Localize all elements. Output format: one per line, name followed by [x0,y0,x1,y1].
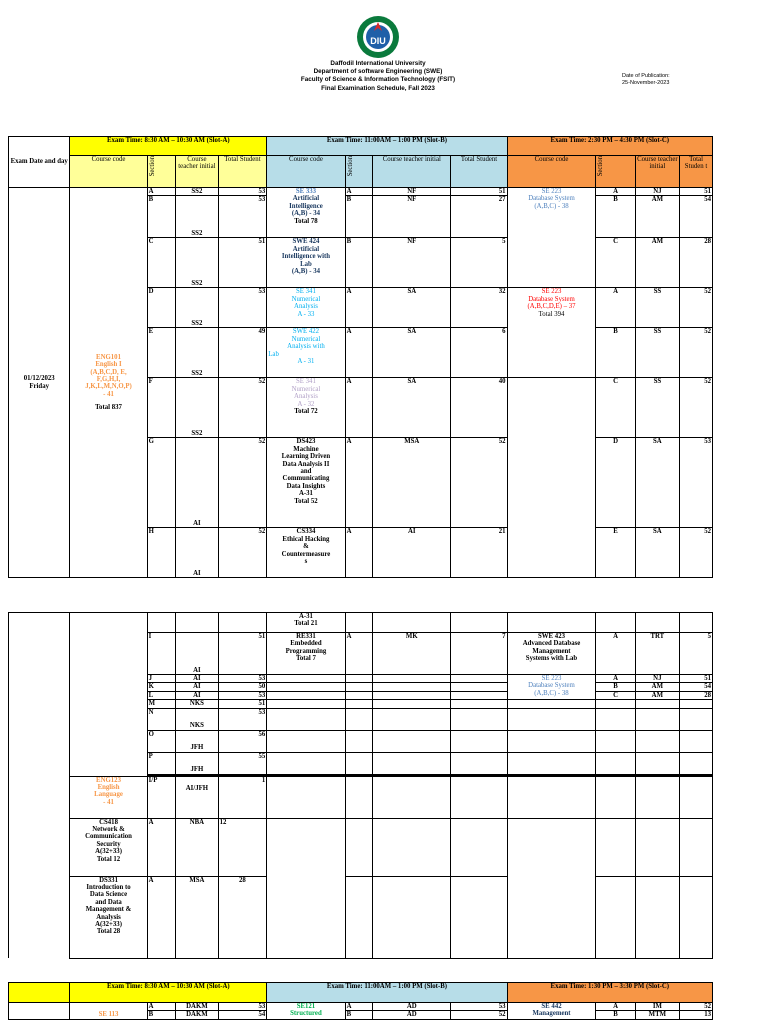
exam-weekday: Friday [29,382,50,390]
table-cell: L [147,691,176,699]
table-cell: 56 [218,730,267,752]
course-swe423: SWE 423 Advanced Database Management Systems with Lab [507,633,596,675]
table-cell: 51 [680,675,713,683]
table-cell: B [345,1011,373,1019]
table-cell: A [596,288,635,328]
table-cell: 52 [218,438,267,528]
publication-value: 25-November-2023 [622,80,670,86]
table-cell: J [147,675,176,683]
table-cell: A [147,876,176,958]
table-cell: NJ [635,188,679,196]
table-cell: SA [373,288,451,328]
table-cell: AM [635,196,679,238]
table-cell: A [345,378,373,438]
table-cell: E [147,328,176,378]
table-cell: SA [373,378,451,438]
publication-label: Date of Publication: [622,73,670,79]
table-cell: MSA [176,876,218,958]
table-cell: MK [373,633,451,675]
table-cell: 32 [451,288,507,328]
table-cell: 28 [680,238,713,288]
title-block [250,60,506,93]
exam-date: 01/12/2023 [23,375,55,383]
department-name: Department of software Engineering (SWE) [313,68,443,76]
table-cell: 5 [680,633,713,675]
col-total: Total Studen t [680,156,713,188]
university-name: Daffodil International University [330,60,426,67]
table-cell: A [147,188,176,196]
table-cell: 7 [451,633,507,675]
table-cell: DAKM [176,1003,218,1011]
table-cell: C [596,691,635,699]
table-cell: 53 [680,438,713,528]
slot-b-header: Exam Time: 11:00AM – 1:00 PM (Slot-B) [267,137,507,156]
table-cell: AM [635,238,679,288]
slot-a-header: Exam Time: 8:30 AM – 10:30 AM (Slot-A) [70,137,267,156]
table-cell: 54 [680,683,713,691]
table-cell: K [147,683,176,691]
table-cell: 12 [218,818,267,876]
table-cell: 52 [680,378,713,438]
table-cell: 51 [218,700,267,708]
table-cell: 54 [218,1011,267,1019]
table-cell: A [596,188,635,196]
course-swe424: SWE 424 Artificial Intelligence with Lab (A,B) - 34 [267,238,345,288]
table-cell: JFH [176,752,218,774]
table-cell: 53 [218,1003,267,1011]
publication-date [622,73,670,87]
col-section: Section [597,156,605,177]
table-cell: 28 [680,691,713,699]
course-se341: SE 341 Numerical Analysis A - 33 [267,288,345,328]
table-cell: TRT [635,633,679,675]
table-cell: NKS [176,700,218,708]
exam-date-cell [9,188,70,578]
table-cell: 51 [218,238,267,288]
table-cell: B [596,1011,635,1019]
table-cell: AI [176,438,218,528]
table-cell: AI [176,528,218,578]
table-cell: AI [176,675,218,683]
col-teacher: Course teacher initial [373,156,451,188]
university-logo [355,14,401,60]
slot-c-header: Exam Time: 2:30 PM – 4:30 PM (Slot-C) [507,137,712,156]
table-cell: MTM [635,1011,679,1019]
table-cell: SS [635,328,679,378]
table-cell: A [345,633,373,675]
table-cell: SA [635,528,679,578]
table-cell: NBA [176,818,218,876]
table-row [9,613,713,633]
schedule-table-day2 [8,982,713,1020]
table-cell: 55 [218,752,267,774]
course-cs334-cont: A-31 Total 21 [267,613,345,633]
faculty-name: Faculty of Science & Information Technology (FSIT) [300,76,456,84]
table-cell: 50 [218,683,267,691]
table-cell: AD [373,1011,451,1019]
col-total: Total Student [218,156,267,188]
table-cell: 52 [218,378,267,438]
table-cell: A [147,818,176,876]
table-cell: 53 [218,675,267,683]
course-se341-b: SE 341 Numerical Analysis A - 32 Total 72 [267,378,345,438]
table-cell: MSA [373,438,451,528]
table-cell: A [345,528,373,578]
col-course-code: Course code [267,156,345,188]
table-cell: SS2 [176,238,218,288]
table-cell: G [147,438,176,528]
schedule-table-continued [8,612,713,959]
table-cell: 52 [218,528,267,578]
course-ds331: DS331 Introduction to Data Science and Data Management & Analysis A(32+33) Total 28 [70,876,147,958]
table-cell: 53 [218,188,267,196]
table-cell: 51 [680,188,713,196]
table-cell: A [345,438,373,528]
table-cell: AD [373,1003,451,1011]
table-cell: AI [176,633,218,675]
table-cell: SS2 [176,288,218,328]
table-cell: SS [635,288,679,328]
table-cell: B [596,196,635,238]
course-cs334: CS334 Ethical Hacking & Countermeasure s [267,528,345,578]
course-eng101: ENG101 English I (A,B,C,D, E, F,G,H,I, J,K,L,M,N,O,P) - 41 Total 837 [70,188,147,578]
table-cell: H [147,528,176,578]
table-cell: NF [373,238,451,288]
slot-c-header-day2: Exam Time: 1:30 PM – 3:30 PM (Slot-C) [507,983,712,1003]
course-se113: SE 113 [70,1003,147,1020]
table-cell: F [147,378,176,438]
table-cell: I/P [147,776,176,818]
table-cell: 52 [451,1011,507,1019]
schedule-table-day1 [8,136,713,578]
eng101-total: Total 837 [95,404,122,412]
table-cell: M [147,700,176,708]
table-cell: SS2 [176,328,218,378]
course-se333: SE 333 Artificial Intelligence (A,B) - 34 Total 78 [267,188,345,238]
slot-a-header-day2: Exam Time: 8:30 AM – 10:30 AM (Slot-A) [70,983,267,1003]
table-cell: AM [635,683,679,691]
table-cell: 1 [218,776,267,818]
table-cell: SA [635,438,679,528]
table-cell: JFH [176,730,218,752]
table-cell: B [147,1011,176,1019]
table-cell: 52 [680,288,713,328]
table-cell: 28 [218,876,267,958]
table-cell: 27 [451,196,507,238]
table-row [9,776,713,818]
course-ds423: DS423 Machine Learning Driven Data Analysis II and Communicating Data Insights A-31 Total 52 [267,438,345,528]
table-cell: 21 [451,528,507,578]
course-cs418: CS418 Network & Communication Security A(32+33) Total 12 [70,818,147,876]
table-cell: B [147,196,176,238]
col-teacher: Course teacher initial [176,156,218,188]
document-header [0,0,768,130]
table-cell: B [345,238,373,288]
slot-b-header-day2: Exam Time: 11:00AM – 1:00 PM (Slot-B) [267,983,507,1003]
table-cell: A [345,288,373,328]
table-cell: 53 [218,691,267,699]
table-cell: B [596,683,635,691]
course-se223-c: SE 223 Database System (A,B,C) - 38 [507,675,596,700]
course-se442: SE 442 Management [507,1003,596,1020]
table-cell: 52 [680,1003,713,1011]
course-re331: RE331 Embedded Programming Total 7 [267,633,345,675]
table-cell: A [345,328,373,378]
table-row [9,876,713,958]
table-cell: C [147,238,176,288]
table-cell: B [596,328,635,378]
table-cell: SS [635,378,679,438]
col-total: Total Student [451,156,507,188]
table-cell: SA [373,328,451,378]
table-cell: NF [373,188,451,196]
table-cell: C [596,378,635,438]
table-cell: O [147,730,176,752]
course-se223-b: SE 223 Database System (A,B,C,D,E) – 37 Total 394 [507,288,596,378]
table-cell: SS2 [176,196,218,238]
table-cell: A [596,1003,635,1011]
exam-date-header: Exam Date and day [9,137,70,188]
table-cell: 52 [451,438,507,528]
table-cell: 6 [451,328,507,378]
table-cell: A [147,1003,176,1011]
table-cell: 5 [451,238,507,288]
table-cell: D [596,438,635,528]
table-cell: SS2 [176,378,218,438]
table-cell: 53 [451,1003,507,1011]
course-eng123: ENG123 English Language - 41 [70,776,147,818]
table-cell: D [147,288,176,328]
table-cell: A [596,633,635,675]
table-cell: 49 [218,328,267,378]
table-cell: A [596,675,635,683]
table-cell: 13 [680,1011,713,1019]
table-row [9,1003,713,1011]
table-cell: NF [373,196,451,238]
table-cell: E [596,528,635,578]
schedule-title: Final Examination Schedule, Fall 2023 [321,84,435,92]
table-cell: AI/JFH [176,776,218,818]
table-cell: 40 [451,378,507,438]
table-cell: SS2 [176,188,218,196]
table-cell: 53 [218,288,267,328]
table-cell: 54 [680,196,713,238]
table-cell: AM [635,691,679,699]
table-cell: N [147,708,176,730]
course-swe422: SWE 422 Numerical Analysis with Lab A - 31 [267,328,345,378]
table-cell: B [345,196,373,238]
table-row [9,188,713,196]
col-teacher: Course teacher initial [635,156,679,188]
table-cell: DAKM [176,1011,218,1019]
course-se223: SE 223 Database System (A,B,C) - 38 [507,188,596,288]
col-course-code: Course code [70,156,147,188]
table-cell: 52 [680,328,713,378]
col-course-code: Course code [507,156,596,188]
table-cell: C [596,238,635,288]
table-cell: AI [373,528,451,578]
table-cell: 52 [680,528,713,578]
table-cell: 51 [451,188,507,196]
col-section: Section [346,156,354,177]
table-cell: NKS [176,708,218,730]
course-se121: SE121 Structured [267,1003,345,1020]
table-cell: 53 [218,708,267,730]
table-cell: IM [635,1003,679,1011]
table-cell: AI [176,691,218,699]
table-cell: 51 [218,633,267,675]
table-cell: 53 [218,196,267,238]
table-cell: AI [176,683,218,691]
table-cell: P [147,752,176,774]
table-cell: A [345,188,373,196]
logo-text: DIU [370,36,386,46]
col-section: Section [148,156,156,177]
table-row [9,818,713,876]
table-cell: A [345,1003,373,1011]
table-cell: I [147,633,176,675]
table-cell: NJ [635,675,679,683]
